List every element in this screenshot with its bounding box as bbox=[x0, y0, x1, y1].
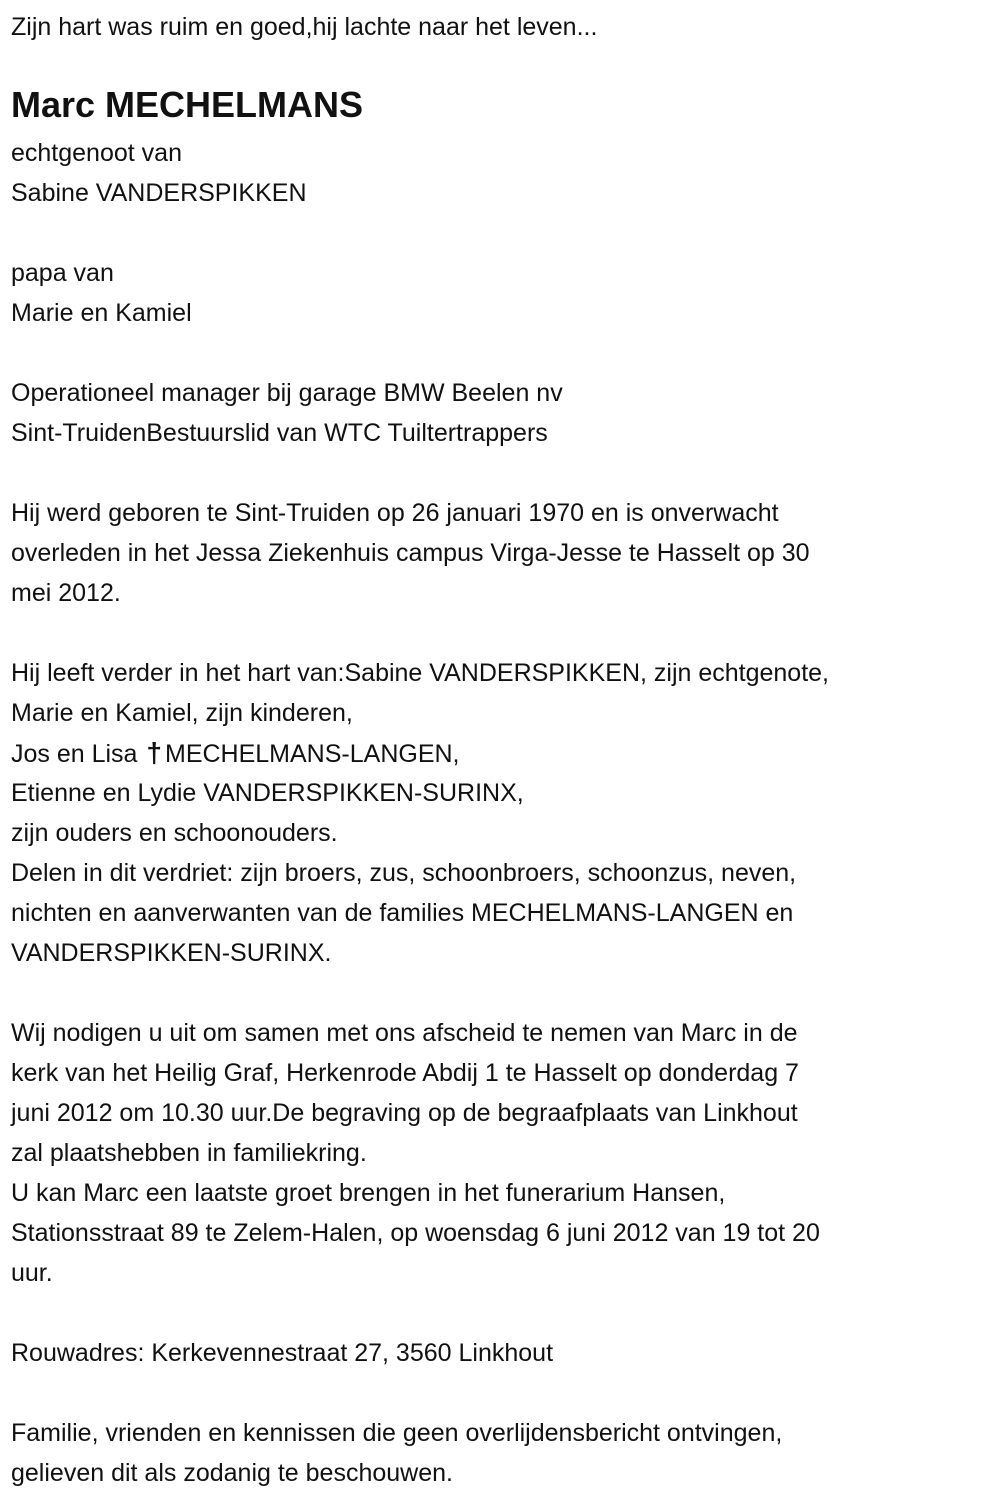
motto: Zijn hart was ruim en goed,hij lachte naar het leven... bbox=[11, 13, 598, 41]
text-line: Familie, vrienden en kennissen die geen overlijdensbericht ontvingen, bbox=[11, 1419, 783, 1447]
text-line: Hij werd geboren te Sint-Truiden op 26 januari 1970 en is onverwacht bbox=[11, 499, 779, 527]
cross-icon: † bbox=[146, 737, 162, 768]
text-line: uur. bbox=[11, 1259, 53, 1287]
closing-section bbox=[11, 1413, 1000, 1493]
text-line: VANDERSPIKKEN-SURINX. bbox=[11, 939, 332, 967]
text-line: juni 2012 om 10.30 uur.De begraving op de begraafplaats van Linkhout bbox=[11, 1099, 798, 1127]
occupation-section bbox=[11, 373, 1000, 453]
text-line: Marie en Kamiel bbox=[11, 299, 192, 327]
text-segment: Jos en Lisa bbox=[11, 740, 138, 768]
text-line: papa van bbox=[11, 259, 114, 287]
birth-death-section bbox=[11, 493, 1000, 613]
text-segment: MECHELMANS-LANGEN, bbox=[165, 740, 460, 768]
text-line: kerk van het Heilig Graf, Herkenrode Abdij 1 te Hasselt op donderdag 7 bbox=[11, 1059, 799, 1087]
text-line: Operationeel manager bij garage BMW Beelen nv bbox=[11, 379, 563, 407]
spouse-section bbox=[11, 133, 1000, 213]
text-line: Delen in dit verdriet: zijn broers, zus, schoonbroers, schoonzus, neven, bbox=[11, 859, 797, 887]
family-section bbox=[11, 653, 1000, 973]
text-line: Etienne en Lydie VANDERSPIKKEN-SURINX, bbox=[11, 779, 524, 807]
text-line: mei 2012. bbox=[11, 579, 121, 607]
deceased-name: Marc MECHELMANS bbox=[11, 84, 364, 125]
text-line: U kan Marc een laatste groet brengen in het funerarium Hansen, bbox=[11, 1179, 726, 1207]
text-line: Sabine VANDERSPIKKEN bbox=[11, 179, 307, 207]
text-line: Marie en Kamiel, zijn kinderen, bbox=[11, 699, 353, 727]
text-line: echtgenoot van bbox=[11, 139, 182, 167]
mourning-address: Rouwadres: Kerkevennestraat 27, 3560 Linkhout bbox=[11, 1339, 554, 1367]
text-line bbox=[11, 733, 1000, 773]
text-line: overleden in het Jessa Ziekenhuis campus Virga-Jesse te Hasselt op 30 bbox=[11, 539, 810, 567]
text-line: Stationsstraat 89 te Zelem-Halen, op woensdag 6 juni 2012 van 19 tot 20 bbox=[11, 1219, 820, 1247]
text-line: nichten en aanverwanten van de families MECHELMANS-LANGEN en bbox=[11, 899, 794, 927]
text-line: Hij leeft verder in het hart van:Sabine VANDERSPIKKEN, zijn echtgenote, bbox=[11, 659, 830, 687]
text-line: zijn ouders en schoonouders. bbox=[11, 819, 338, 847]
text-line: zal plaatshebben in familiekring. bbox=[11, 1139, 367, 1167]
text-line: Wij nodigen u uit om samen met ons afscheid te nemen van Marc in de bbox=[11, 1019, 798, 1047]
children-section bbox=[11, 253, 1000, 333]
text-line: gelieven dit als zodanig te beschouwen. bbox=[11, 1459, 453, 1487]
funeral-section bbox=[11, 1013, 1000, 1293]
text-line: Sint-TruidenBestuurslid van WTC Tuiltertrappers bbox=[11, 419, 548, 447]
